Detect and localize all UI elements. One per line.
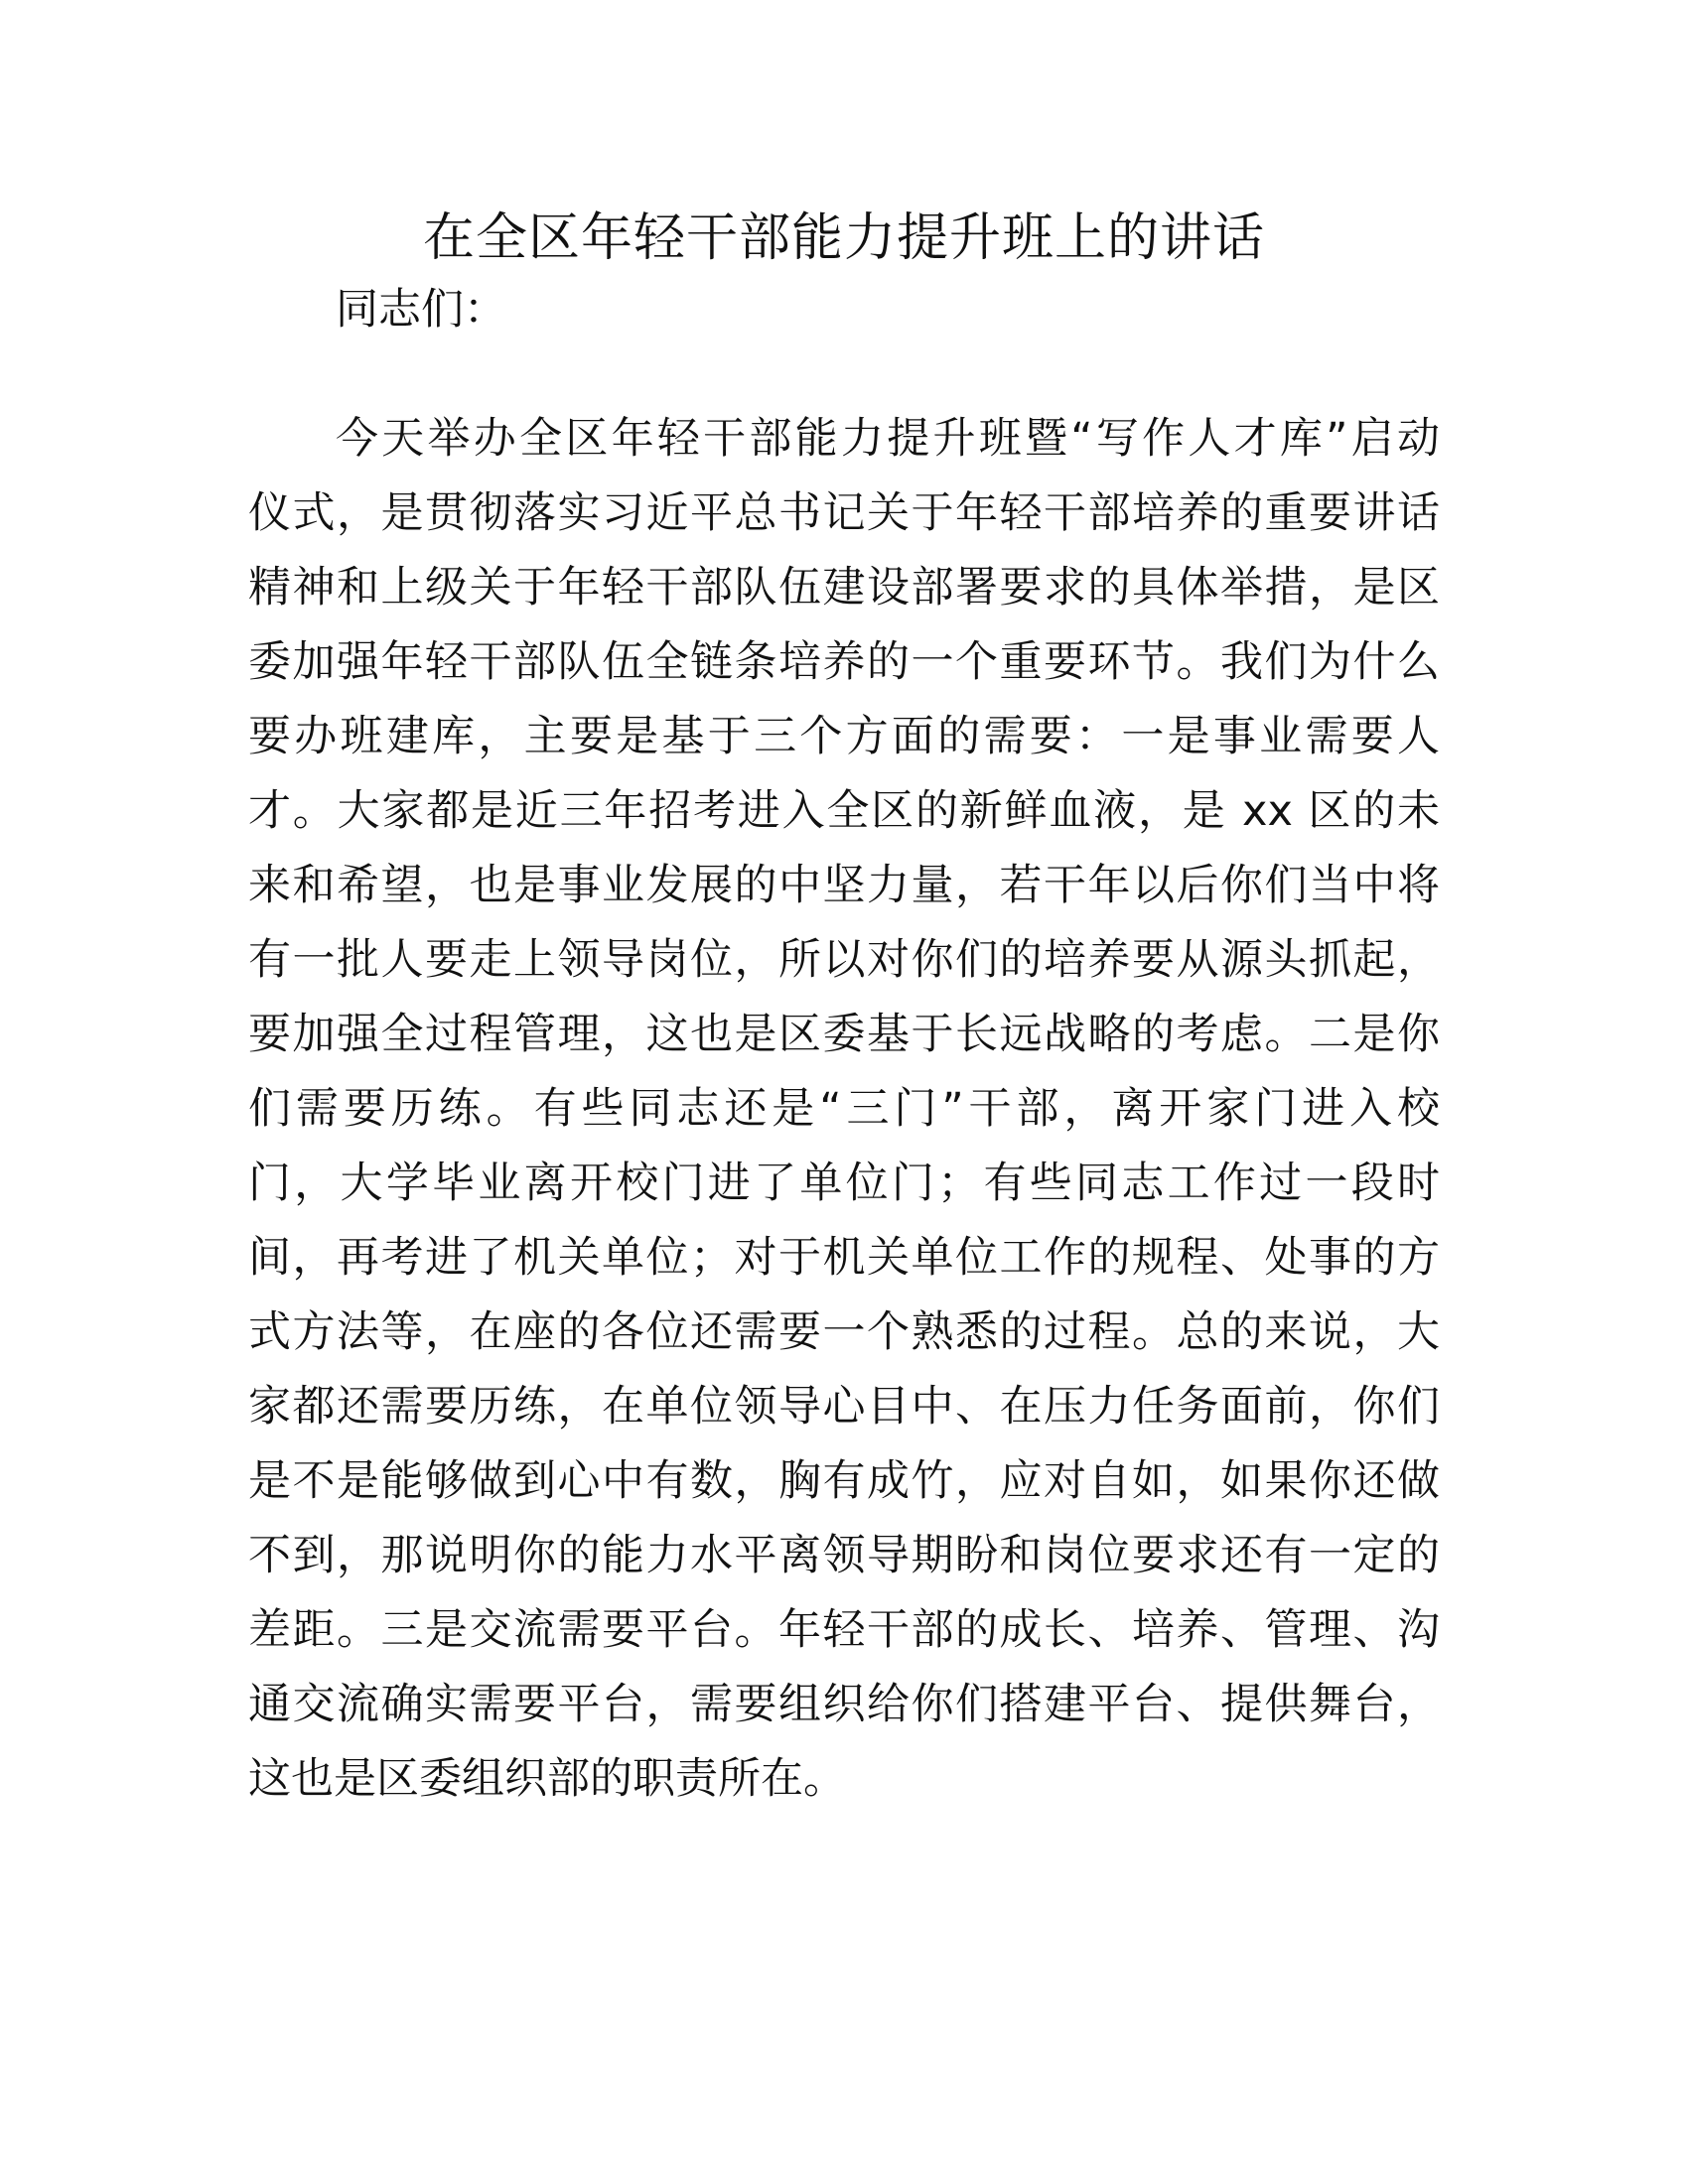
paragraph-line: 要办班建库，主要是基于三个方面的需要：一是事业需要人 (248, 712, 1440, 761)
paragraph-line: 今天举办全区年轻干部能力提升班暨“写作人才库”启动 (336, 414, 1440, 464)
paragraph-line: 精神和上级关于年轻干部队伍建设部署要求的具体举措，是区 (248, 563, 1440, 613)
paragraph-line: 有一批人要走上领导岗位，所以对你们的培养要从源头抓起， (248, 935, 1440, 985)
document-title: 在全区年轻干部能力提升班上的讲话 (422, 208, 1265, 268)
paragraph-line: 仪式，是贯彻落实习近平总书记关于年轻干部培养的重要讲话 (248, 488, 1440, 538)
paragraph-line: 委加强年轻干部队伍全链条培养的一个重要环节。我们为什么 (248, 637, 1440, 687)
paragraph-line: 式方法等，在座的各位还需要一个熟悉的过程。总的来说，大 (248, 1307, 1440, 1357)
paragraph-line: 差距。三是交流需要平台。年轻干部的成长、培养、管理、沟 (248, 1605, 1440, 1655)
paragraph-line: 家都还需要历练，在单位领导心目中、在压力任务面前，你们 (248, 1382, 1440, 1432)
paragraph-line: 不到，那说明你的能力水平离领导期盼和岗位要求还有一定的 (248, 1531, 1440, 1580)
paragraph-line: 来和希望，也是事业发展的中坚力量，若干年以后你们当中将 (248, 861, 1440, 910)
paragraph-line: 才。大家都是近三年招考进入全区的新鲜血液，是 xx 区的未 (248, 786, 1440, 836)
paragraph-line: 是不是能够做到心中有数，胸有成竹，应对自如，如果你还做 (248, 1456, 1440, 1506)
paragraph-line: 要加强全过程管理，这也是区委基于长远战略的考虑。二是你 (248, 1010, 1440, 1059)
paragraph-line: 这也是区委组织部的职责所在。 (248, 1754, 846, 1804)
paragraph-line: 们需要历练。有些同志还是“三门”干部，离开家门进入校 (248, 1084, 1440, 1134)
paragraph-line: 门，大学毕业离开校门进了单位门；有些同志工作过一段时 (248, 1159, 1440, 1208)
salutation: 同志们： (336, 285, 506, 335)
paragraph-line: 间，再考进了机关单位；对于机关单位工作的规程、处事的方 (248, 1233, 1440, 1283)
paragraph-line: 通交流确实需要平台，需要组织给你们搭建平台、提供舞台， (248, 1680, 1440, 1729)
